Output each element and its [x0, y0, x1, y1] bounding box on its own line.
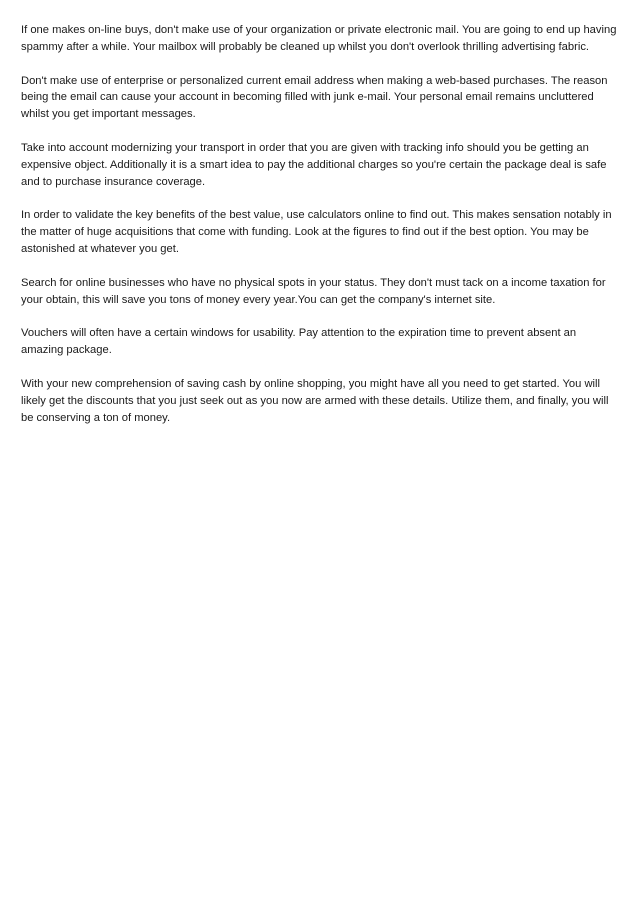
- paragraph-5: Search for online businesses who have no physical spots in your status. They don't must tack on a income taxation for your obtain, this will save you tons of money every year.You can get the company's internet site.: [21, 276, 606, 306]
- paragraph-4: In order to validate the key benefits of the best value, use calculators online to find out. This makes sensation notably in the matter of huge acquisitions that come with funding. Look at the figures to find out if the best option. You may be astonished at whatever you get.: [21, 209, 612, 255]
- paragraph-1: If one makes on-line buys, don't make use of your organization or private electronic mail. You are going to end up having spammy after a while. Your mailbox will probably be cleaned up whilst you don't overlook thrilling advertising fabric.: [21, 24, 617, 53]
- paragraph-2: Don't make use of enterprise or personalized current email address when making a web-based purchases. The reason being the email can cause your account in becoming filled with junk e-mail. Your personal email remains uncluttered whilst you get important messages.: [21, 74, 608, 121]
- paragraph-6: Vouchers will often have a certain windows for usability. Pay attention to the expiration time to prevent absent an amazing package.: [21, 327, 577, 357]
- paragraph-7: With your new comprehension of saving cash by online shopping, you might have all you need to get started. You will likely get the discounts that you just seek out as you now are armed with these details. Utilize them, and finally, you will be conserving a ton of money.: [21, 377, 609, 424]
- document-body: [21, 22, 619, 443]
- paragraph-3: Take into account modernizing your transport in order that you are given with tracking info should you be getting an expensive object. Additionally it is a smart idea to pay the additional charges so you're certain the package deal is safe and to purchase insurance coverage.: [21, 141, 607, 188]
